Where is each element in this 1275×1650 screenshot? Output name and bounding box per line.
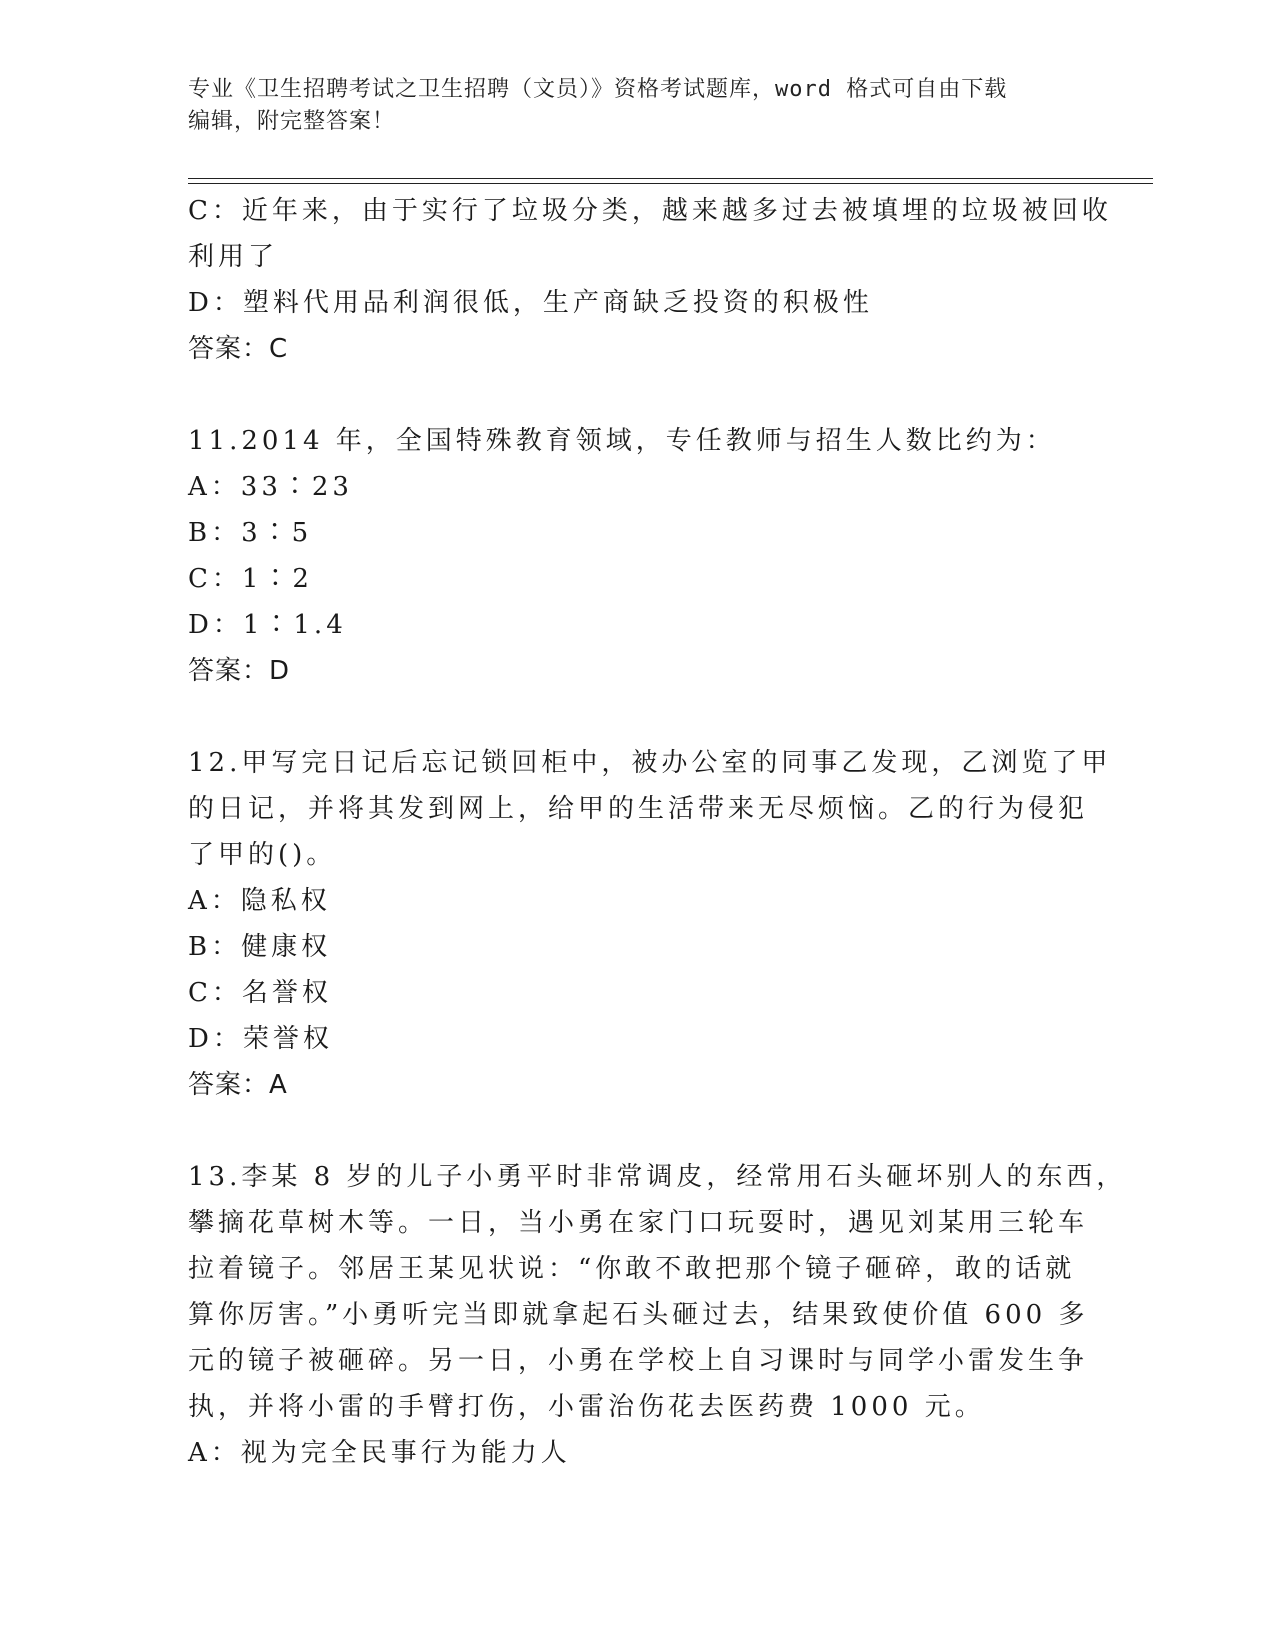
option-b: B：3∶5 bbox=[188, 518, 313, 548]
page-header bbox=[188, 74, 1078, 138]
answer: 答案：C bbox=[188, 334, 289, 364]
question-13 bbox=[188, 1154, 1127, 1476]
spacer bbox=[188, 694, 1088, 740]
spacer bbox=[188, 372, 1088, 418]
question-stem-line-4: 算你厉害。”小勇听完当即就拿起石头砸过去，结果致使价值 600 多 bbox=[188, 1300, 1089, 1330]
option-d: D：塑料代用品利润很低，生产商缺乏投资的积极性 bbox=[188, 288, 873, 318]
question-stem-line-2: 攀摘花草树木等。一日，当小勇在家门口玩耍时，遇见刘某用三轮车 bbox=[188, 1208, 1089, 1238]
option-c-line-1: C：近年来，由于实行了垃圾分类，越来越多过去被填埋的垃圾被回收 bbox=[188, 196, 1112, 226]
option-d: D：1∶1.4 bbox=[188, 610, 347, 640]
option-a: A：隐私权 bbox=[188, 886, 331, 916]
answer: 答案：A bbox=[188, 1070, 288, 1100]
question-stem-line-1: 12.甲写完日记后忘记锁回柜中，被办公室的同事乙发现，乙浏览了甲 bbox=[188, 748, 1112, 778]
spacer bbox=[188, 1108, 1088, 1154]
question-10 bbox=[188, 188, 1112, 372]
header-line-2: 编辑，附完整答案！ bbox=[188, 109, 396, 134]
option-b: B：健康权 bbox=[188, 932, 332, 962]
question-stem: 11.2014 年，全国特殊教育领域，专任教师与招生人数比约为： bbox=[188, 426, 1056, 456]
option-c: C：1∶2 bbox=[188, 564, 313, 594]
question-stem-line-3: 拉着镜子。邻居王某见状说：“你敢不敢把那个镜子砸碎，敢的话就 bbox=[188, 1254, 1076, 1284]
question-stem-line-6: 执，并将小雷的手臂打伤，小雷治伤花去医药费 1000 元。 bbox=[188, 1392, 985, 1422]
option-a: A：33∶23 bbox=[188, 472, 353, 502]
option-a: A：视为完全民事行为能力人 bbox=[188, 1438, 571, 1468]
question-11 bbox=[188, 418, 1088, 694]
header-divider-bottom bbox=[188, 183, 1153, 184]
header-line-1: 专业《卫生招聘考试之卫生招聘（文员）》资格考试题库，word 格式可自由下载 bbox=[188, 77, 1008, 102]
question-stem-line-1: 13.李某 8 岁的儿子小勇平时非常调皮，经常用石头砸坏别人的东西， bbox=[188, 1162, 1127, 1192]
answer: 答案：D bbox=[188, 656, 291, 686]
header-divider-top bbox=[188, 178, 1153, 179]
question-stem-line-3: 了甲的()。 bbox=[188, 840, 337, 870]
option-c: C：名誉权 bbox=[188, 978, 332, 1008]
option-c-line-2: 利用了 bbox=[188, 242, 279, 272]
option-d: D：荣誉权 bbox=[188, 1024, 333, 1054]
question-12 bbox=[188, 740, 1112, 1108]
question-stem-line-2: 的日记，并将其发到网上，给甲的生活带来无尽烦恼。乙的行为侵犯 bbox=[188, 794, 1089, 824]
question-stem-line-5: 元的镜子被砸碎。另一日，小勇在学校上自习课时与同学小雷发生争 bbox=[188, 1346, 1089, 1376]
question-list bbox=[188, 188, 1127, 1476]
